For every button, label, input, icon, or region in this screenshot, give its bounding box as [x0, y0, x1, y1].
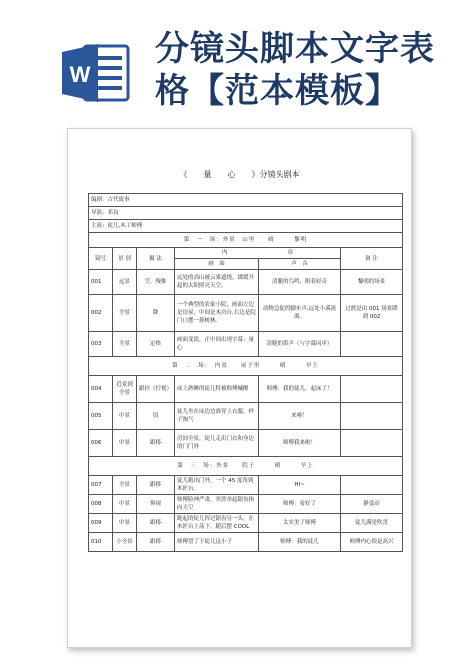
shot-number: 009 [89, 514, 113, 533]
scene-title: 第 二 场： 内景 屋子里 晴 早上 [89, 357, 403, 376]
picture-description: 师傅脸神严肃，突然举起锯齿指向天空 [175, 495, 259, 514]
camera-move: 定格 [137, 332, 175, 357]
header [0, 0, 474, 120]
shot-number: 005 [89, 403, 113, 430]
scene-title: 第 三 场：外景 院子 晴 早上 [89, 457, 403, 476]
camera-move: 跟移 [137, 514, 175, 533]
shot-size: 远景 [113, 270, 137, 295]
notes: 徒儿满是吹喜 [341, 514, 403, 533]
shot-size: 中景 [113, 514, 137, 533]
col-header-content-1: 内 [221, 250, 228, 256]
picture-description: 远处的高山被云雾遮绕，缓缓升起的太阳照亮天空。 [175, 270, 259, 295]
shot-number: 007 [89, 476, 113, 495]
shot-number: 008 [89, 495, 113, 514]
picture-description: 画面变淡，正中间出现字幕：量心 [175, 332, 259, 357]
notes [341, 376, 403, 403]
shot-number: 002 [89, 295, 113, 332]
table-row [89, 295, 403, 332]
picture-description: 徒儿跑出门外，一个 45 度角到木匠台。 [175, 476, 259, 495]
table-row [89, 332, 403, 357]
col-header-content-2: 容 [287, 250, 294, 256]
notes: 师傅内心很是高兴 [341, 533, 403, 552]
col-header-notes: 备 注 [341, 248, 403, 270]
sound-description: 师傅：我的徒儿，起床了！ [259, 376, 341, 403]
table-row [89, 533, 403, 552]
notes [341, 430, 403, 457]
svg-text:W: W [69, 62, 91, 87]
notes [341, 476, 403, 495]
storyboard-table [88, 193, 403, 552]
col-header-no: 镜号 [89, 248, 113, 270]
table-row [89, 430, 403, 457]
sound-description: 师傅：看好了 [259, 495, 341, 514]
col-header-camera: 摄 法 [137, 248, 175, 270]
col-header-sound: 声 音 [259, 259, 341, 270]
notes [341, 332, 403, 357]
sound-description: 师傅：我的徒儿 [259, 533, 341, 552]
shot-size: 中景 [113, 430, 137, 457]
shot-size: 全景 [113, 332, 137, 357]
table-row [89, 376, 403, 403]
picture-description: 一个典型的农家小院，画面左边是房屋，中间是木房台,右边是院门口摆一簇树林。 [175, 295, 259, 332]
camera-move: 跟移 [137, 533, 175, 552]
sound-description: 来啦！ [259, 403, 341, 430]
meta-line: 主演：徒儿,木工师傅 [89, 220, 403, 233]
sound-description: 清脆的鸟鸣，附着轻音 [259, 270, 341, 295]
shot-number: 003 [89, 332, 113, 357]
picture-description: 徒儿坐在床边边准穿上衣服，样子淘气 [175, 403, 259, 430]
meta-row [89, 194, 403, 207]
sound-description: 师傅我来啦！ [259, 430, 341, 457]
camera-move: 空，慢推 [137, 270, 175, 295]
shot-number: 010 [89, 533, 113, 552]
camera-move: 切 [137, 403, 175, 430]
picture-description: 床上熟睡的徒儿特被师傅喊醒 [175, 376, 259, 403]
shot-size: 小全景 [113, 533, 137, 552]
scene-title-row [89, 233, 403, 248]
scene-title-row [89, 357, 403, 376]
document-page [67, 128, 412, 648]
notes: 黎明的场景 [341, 270, 403, 295]
col-header-picture: 画 面 [175, 259, 259, 270]
table-row [89, 495, 403, 514]
shot-size: 近景到全景 [113, 376, 137, 403]
scene-title: 第 一 场：外景 山里 晴 黎明 [89, 233, 403, 248]
shot-number: 001 [89, 270, 113, 295]
picture-description: 房间全景，徒儿走出门衣和身边的门门外 [175, 430, 259, 457]
notes: 过渡是由 001 场景降到 002 [341, 295, 403, 332]
shot-size: 全景 [113, 295, 137, 332]
table-row [89, 476, 403, 495]
document-title: 《 量 心 》分镜头剧本 [179, 170, 300, 179]
meta-row [89, 220, 403, 233]
sound-description: 太实美了师傅 [259, 514, 341, 533]
camera-move: 降 [137, 295, 175, 332]
camera-move: 跟拉（拧视） [137, 376, 175, 403]
meta-row [89, 207, 403, 220]
meta-line: 编剧：古代故事 [89, 194, 403, 207]
camera-move: 跟移 [137, 430, 175, 457]
page-title: 分镜头脚本文字表格【范本模板】 [155, 29, 435, 111]
sound-description: 清脆的笛声（与字幕同步） [259, 332, 341, 357]
picture-description: 师傅望了下徒儿这小子 [175, 533, 259, 552]
shot-size: 中景 [113, 495, 137, 514]
sound-description: HI~ [259, 476, 341, 495]
col-header-content [175, 248, 341, 259]
picture-description: 跪起的徒儿挥过锯齿另一头，在木匠台上荡下，随后摆 COOL [175, 514, 259, 533]
shot-size: 中景 [113, 403, 137, 430]
sound-description: 动物急促的脚步声,远处小溪流淌。 [259, 295, 341, 332]
notes [341, 403, 403, 430]
table-row [89, 270, 403, 295]
table-row [89, 514, 403, 533]
camera-move: 仰视 [137, 495, 175, 514]
shot-size: 全景 [113, 476, 137, 495]
table-row [89, 403, 403, 430]
camera-move: 跟移 [137, 476, 175, 495]
meta-line: 导演：邓良 [89, 207, 403, 220]
scene-title-row [89, 457, 403, 476]
col-header-shot: 景 别 [113, 248, 137, 270]
shot-number: 006 [89, 430, 113, 457]
word-icon [62, 42, 132, 104]
shot-number: 004 [89, 376, 113, 403]
column-header-row [89, 248, 403, 259]
notes: 静变动 [341, 495, 403, 514]
